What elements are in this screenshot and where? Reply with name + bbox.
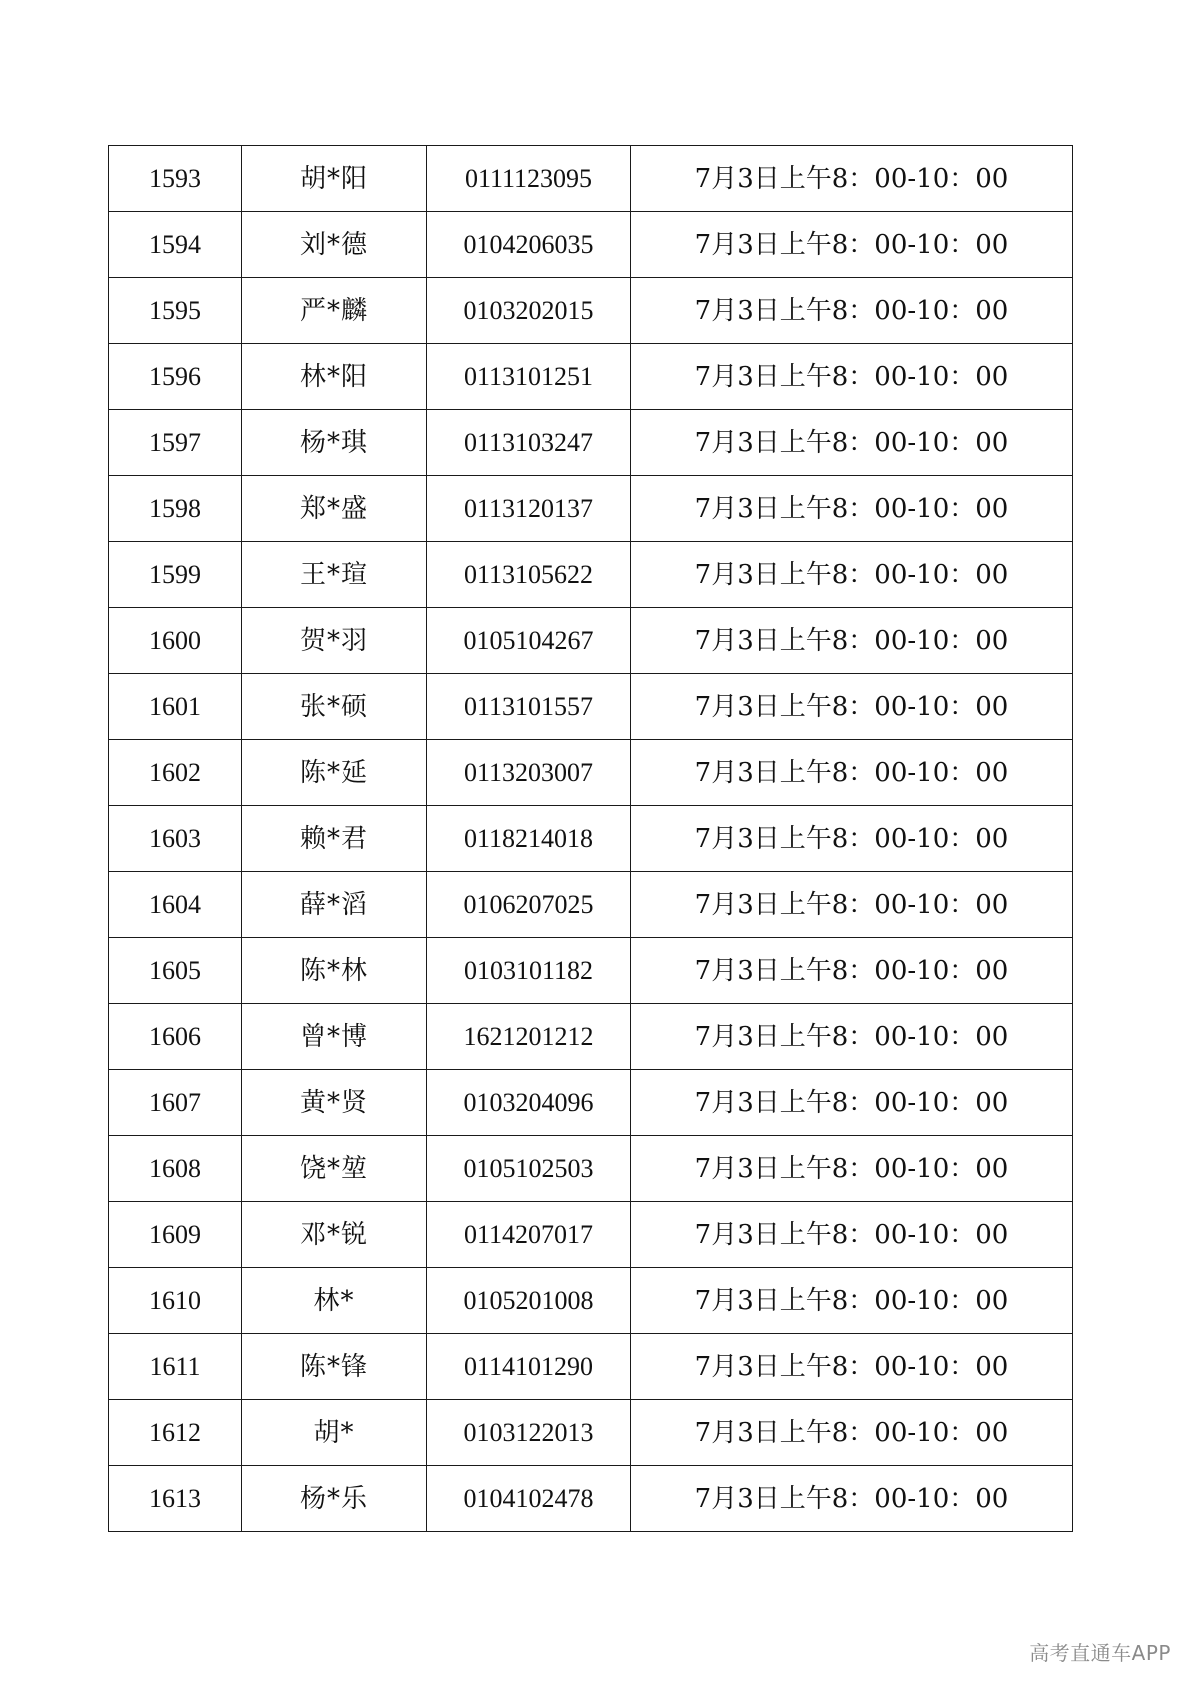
exam-id-cell: 0111123095 bbox=[427, 146, 631, 212]
time-cell: 7月3日上午8：00-10：00 bbox=[631, 476, 1073, 542]
name-cell: 黄*贤 bbox=[242, 1070, 427, 1136]
time-cell: 7月3日上午8：00-10：00 bbox=[631, 278, 1073, 344]
table-row bbox=[109, 1070, 1073, 1136]
exam-id-cell: 0105104267 bbox=[427, 608, 631, 674]
name-cell: 邓*锐 bbox=[242, 1202, 427, 1268]
name-cell: 严*麟 bbox=[242, 278, 427, 344]
table-row bbox=[109, 938, 1073, 1004]
seq-cell: 1604 bbox=[109, 872, 242, 938]
time-cell: 7月3日上午8：00-10：00 bbox=[631, 1400, 1073, 1466]
seq-cell: 1610 bbox=[109, 1268, 242, 1334]
exam-id-cell: 0105201008 bbox=[427, 1268, 631, 1334]
time-cell: 7月3日上午8：00-10：00 bbox=[631, 344, 1073, 410]
app-watermark: 高考直通车APP bbox=[1029, 1641, 1171, 1665]
seq-cell: 1595 bbox=[109, 278, 242, 344]
seq-cell: 1599 bbox=[109, 542, 242, 608]
time-cell: 7月3日上午8：00-10：00 bbox=[631, 740, 1073, 806]
time-cell: 7月3日上午8：00-10：00 bbox=[631, 1004, 1073, 1070]
seq-cell: 1594 bbox=[109, 212, 242, 278]
seq-cell: 1593 bbox=[109, 146, 242, 212]
seq-cell: 1613 bbox=[109, 1466, 242, 1532]
exam-id-cell: 0104206035 bbox=[427, 212, 631, 278]
table-row bbox=[109, 806, 1073, 872]
time-cell: 7月3日上午8：00-10：00 bbox=[631, 212, 1073, 278]
time-cell: 7月3日上午8：00-10：00 bbox=[631, 146, 1073, 212]
time-cell: 7月3日上午8：00-10：00 bbox=[631, 806, 1073, 872]
table-row bbox=[109, 740, 1073, 806]
name-cell: 张*硕 bbox=[242, 674, 427, 740]
seq-cell: 1605 bbox=[109, 938, 242, 1004]
name-cell: 陈*林 bbox=[242, 938, 427, 1004]
name-cell: 杨*琪 bbox=[242, 410, 427, 476]
time-cell: 7月3日上午8：00-10：00 bbox=[631, 674, 1073, 740]
time-cell: 7月3日上午8：00-10：00 bbox=[631, 542, 1073, 608]
time-cell: 7月3日上午8：00-10：00 bbox=[631, 608, 1073, 674]
table-row bbox=[109, 608, 1073, 674]
seq-cell: 1598 bbox=[109, 476, 242, 542]
exam-id-cell: 0104102478 bbox=[427, 1466, 631, 1532]
name-cell: 饶*堃 bbox=[242, 1136, 427, 1202]
name-cell: 陈*延 bbox=[242, 740, 427, 806]
table-row bbox=[109, 476, 1073, 542]
time-cell: 7月3日上午8：00-10：00 bbox=[631, 1466, 1073, 1532]
exam-id-cell: 0103122013 bbox=[427, 1400, 631, 1466]
table-row bbox=[109, 674, 1073, 740]
table-row bbox=[109, 1004, 1073, 1070]
time-cell: 7月3日上午8：00-10：00 bbox=[631, 1070, 1073, 1136]
name-cell: 赖*君 bbox=[242, 806, 427, 872]
exam-id-cell: 0103202015 bbox=[427, 278, 631, 344]
time-cell: 7月3日上午8：00-10：00 bbox=[631, 1334, 1073, 1400]
name-cell: 胡* bbox=[242, 1400, 427, 1466]
name-cell: 刘*德 bbox=[242, 212, 427, 278]
roster-table-body bbox=[109, 146, 1073, 1532]
name-cell: 曾*博 bbox=[242, 1004, 427, 1070]
seq-cell: 1606 bbox=[109, 1004, 242, 1070]
table-row bbox=[109, 278, 1073, 344]
seq-cell: 1603 bbox=[109, 806, 242, 872]
table-row bbox=[109, 1268, 1073, 1334]
name-cell: 薛*滔 bbox=[242, 872, 427, 938]
exam-id-cell: 0103204096 bbox=[427, 1070, 631, 1136]
seq-cell: 1607 bbox=[109, 1070, 242, 1136]
seq-cell: 1611 bbox=[109, 1334, 242, 1400]
time-cell: 7月3日上午8：00-10：00 bbox=[631, 1136, 1073, 1202]
table-row bbox=[109, 1136, 1073, 1202]
time-cell: 7月3日上午8：00-10：00 bbox=[631, 872, 1073, 938]
seq-cell: 1600 bbox=[109, 608, 242, 674]
time-cell: 7月3日上午8：00-10：00 bbox=[631, 1268, 1073, 1334]
name-cell: 王*瑄 bbox=[242, 542, 427, 608]
exam-id-cell: 0105102503 bbox=[427, 1136, 631, 1202]
table-row bbox=[109, 1202, 1073, 1268]
name-cell: 郑*盛 bbox=[242, 476, 427, 542]
seq-cell: 1602 bbox=[109, 740, 242, 806]
roster-table bbox=[108, 145, 1073, 1532]
table-row bbox=[109, 146, 1073, 212]
seq-cell: 1597 bbox=[109, 410, 242, 476]
table-row bbox=[109, 410, 1073, 476]
exam-id-cell: 0113105622 bbox=[427, 542, 631, 608]
exam-id-cell: 1621201212 bbox=[427, 1004, 631, 1070]
name-cell: 贺*羽 bbox=[242, 608, 427, 674]
table-row bbox=[109, 872, 1073, 938]
name-cell: 陈*锋 bbox=[242, 1334, 427, 1400]
table-row bbox=[109, 1334, 1073, 1400]
table-row bbox=[109, 1400, 1073, 1466]
name-cell: 胡*阳 bbox=[242, 146, 427, 212]
seq-cell: 1601 bbox=[109, 674, 242, 740]
exam-id-cell: 0103101182 bbox=[427, 938, 631, 1004]
exam-id-cell: 0106207025 bbox=[427, 872, 631, 938]
name-cell: 林* bbox=[242, 1268, 427, 1334]
exam-id-cell: 0113203007 bbox=[427, 740, 631, 806]
exam-id-cell: 0114207017 bbox=[427, 1202, 631, 1268]
exam-id-cell: 0113103247 bbox=[427, 410, 631, 476]
table-row bbox=[109, 212, 1073, 278]
exam-id-cell: 0113101557 bbox=[427, 674, 631, 740]
seq-cell: 1609 bbox=[109, 1202, 242, 1268]
name-cell: 杨*乐 bbox=[242, 1466, 427, 1532]
time-cell: 7月3日上午8：00-10：00 bbox=[631, 1202, 1073, 1268]
seq-cell: 1608 bbox=[109, 1136, 242, 1202]
table-row bbox=[109, 1466, 1073, 1532]
time-cell: 7月3日上午8：00-10：00 bbox=[631, 410, 1073, 476]
seq-cell: 1612 bbox=[109, 1400, 242, 1466]
exam-id-cell: 0113101251 bbox=[427, 344, 631, 410]
exam-id-cell: 0118214018 bbox=[427, 806, 631, 872]
name-cell: 林*阳 bbox=[242, 344, 427, 410]
seq-cell: 1596 bbox=[109, 344, 242, 410]
roster-sheet bbox=[108, 145, 1072, 1532]
time-cell: 7月3日上午8：00-10：00 bbox=[631, 938, 1073, 1004]
exam-id-cell: 0113120137 bbox=[427, 476, 631, 542]
table-row bbox=[109, 344, 1073, 410]
exam-id-cell: 0114101290 bbox=[427, 1334, 631, 1400]
table-row bbox=[109, 542, 1073, 608]
